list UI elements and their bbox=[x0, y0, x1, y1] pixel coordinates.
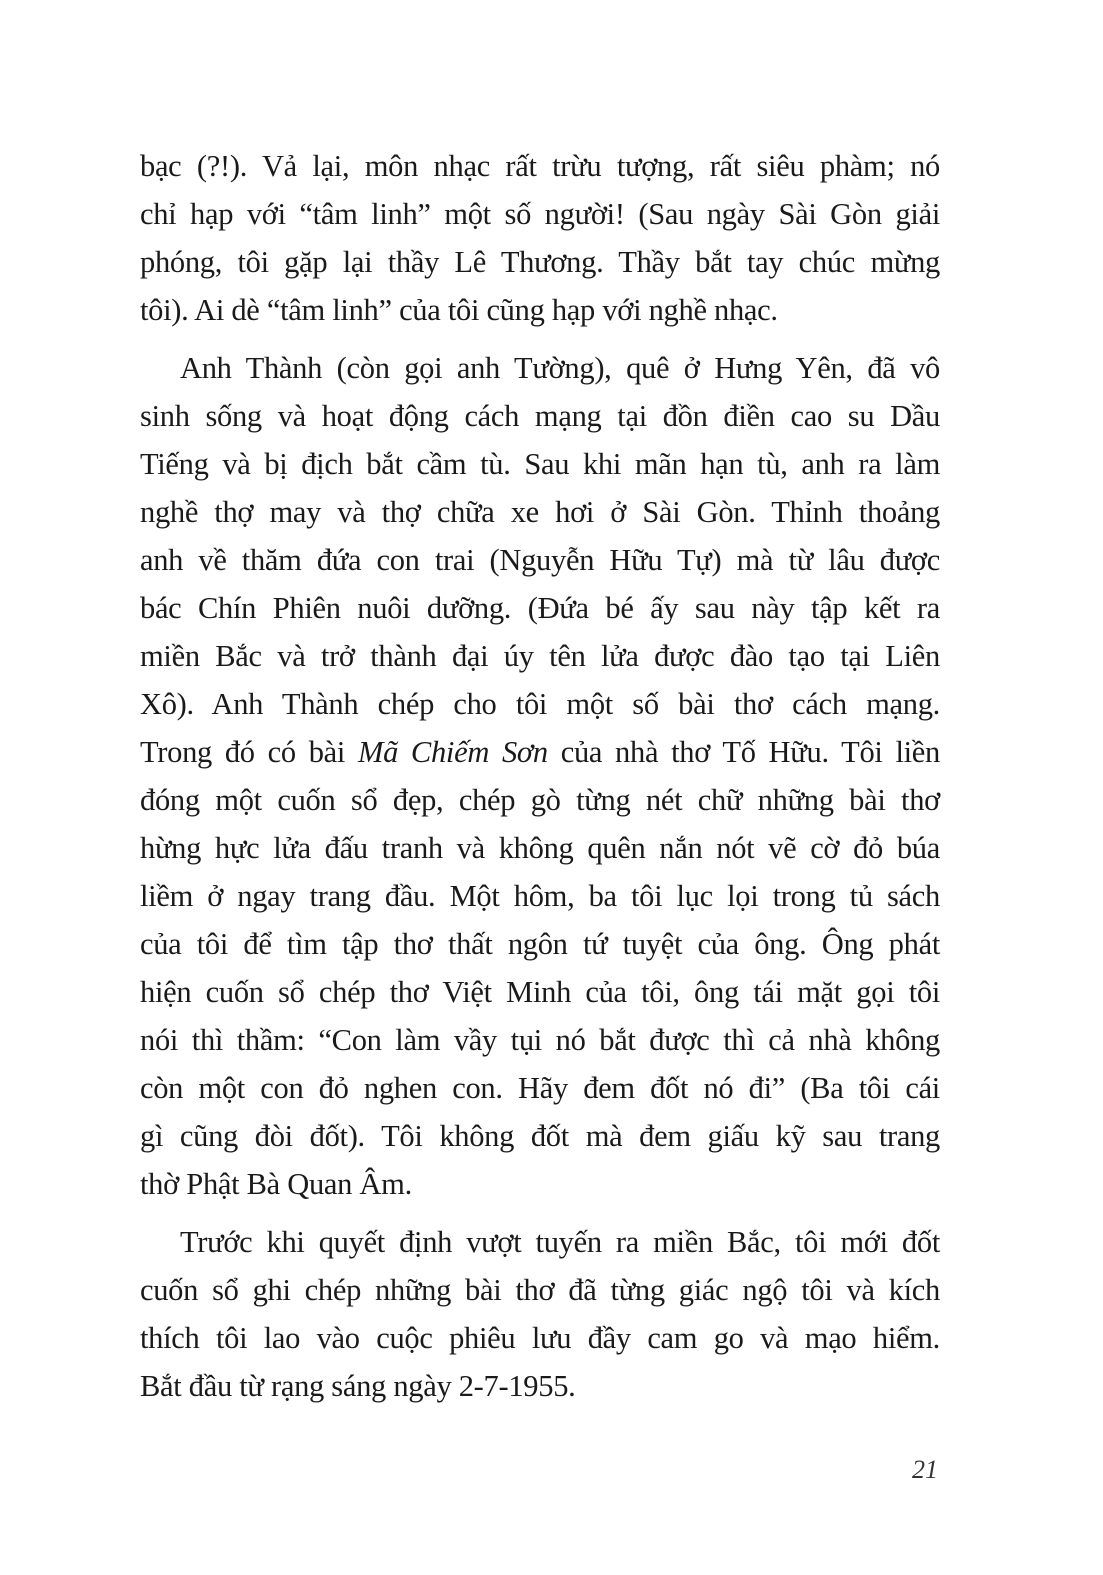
text-line: Bắt đầu từ rạng sáng ngày 2-7-1955. bbox=[140, 1369, 576, 1403]
text-line: hiện cuốn sổ chép thơ Việt Minh của tôi, ông tái mặt gọi tôi bbox=[140, 975, 940, 1009]
text-line: liềm ở ngay trang đầu. Một hôm, ba tôi lục lọi trong tủ sách bbox=[140, 879, 940, 913]
text-line: phóng, tôi gặp lại thầy Lê Thương. Thầy bắt tay chúc mừng bbox=[140, 245, 940, 279]
text-line: gì cũng đòi đốt). Tôi không đốt mà đem giấu kỹ sau trang bbox=[140, 1119, 940, 1153]
text-line: cuốn sổ ghi chép những bài thơ đã từng giác ngộ tôi và kích bbox=[140, 1273, 940, 1307]
poem-title: Mã Chiếm Sơn bbox=[357, 735, 548, 769]
text-line: chỉ hạp với “tâm linh” một số người! (Sau ngày Sài Gòn giải bbox=[140, 197, 940, 231]
text-line: sinh sống và hoạt động cách mạng tại đồn điền cao su Dầu bbox=[140, 399, 940, 433]
text-line: Xô). Anh Thành chép cho tôi một số bài thơ cách mạng. bbox=[140, 687, 940, 721]
text-line: hừng hực lửa đấu tranh và không quên nắn nót vẽ cờ đỏ búa bbox=[140, 831, 940, 865]
text-line: Anh Thành (còn gọi anh Tường), quê ở Hưng Yên, đã vô bbox=[180, 351, 940, 385]
book-page-body bbox=[140, 142, 940, 1420]
text-line: tôi). Ai dè “tâm linh” của tôi cũng hạp với nghề nhạc. bbox=[140, 293, 778, 327]
text-line: bạc (?!). Vả lại, môn nhạc rất trừu tượng, rất siêu phàm; nó bbox=[140, 149, 940, 183]
paragraph-2 bbox=[140, 344, 940, 1208]
text-line: bác Chín Phiên nuôi dưỡng. (Đứa bé ấy sau này tập kết ra bbox=[140, 591, 940, 625]
text-line: thích tôi lao vào cuộc phiêu lưu đầy cam go và mạo hiểm. bbox=[140, 1321, 940, 1355]
text-line: nghề thợ may và thợ chữa xe hơi ở Sài Gòn. Thỉnh thoảng bbox=[140, 495, 940, 529]
text-line: đóng một cuốn sổ đẹp, chép gò từng nét chữ những bài thơ bbox=[140, 783, 940, 817]
text-line: còn một con đỏ nghen con. Hãy đem đốt nó đi” (Ba tôi cái bbox=[140, 1071, 940, 1105]
text-line-with-italic-title bbox=[140, 728, 940, 776]
page-number: 21 bbox=[912, 1455, 938, 1484]
paragraph-3 bbox=[140, 1218, 940, 1410]
text-segment: Trong đó có bài bbox=[140, 735, 358, 769]
text-segment: của nhà thơ Tố Hữu. Tôi liền bbox=[547, 735, 940, 769]
text-line: của tôi để tìm tập thơ thất ngôn tứ tuyệt của ông. Ông phát bbox=[140, 927, 940, 961]
paragraph-1 bbox=[140, 142, 940, 334]
text-line: Trước khi quyết định vượt tuyến ra miền Bắc, tôi mới đốt bbox=[180, 1225, 940, 1259]
text-line: miền Bắc và trở thành đại úy tên lửa được đào tạo tại Liên bbox=[140, 639, 940, 673]
text-line: anh về thăm đứa con trai (Nguyễn Hữu Tự) mà từ lâu được bbox=[140, 543, 940, 577]
text-line: nói thì thầm: “Con làm vầy tụi nó bắt được thì cả nhà không bbox=[140, 1023, 940, 1057]
text-line: Tiếng và bị địch bắt cầm tù. Sau khi mãn hạn tù, anh ra làm bbox=[140, 447, 940, 481]
text-line: thờ Phật Bà Quan Âm. bbox=[140, 1167, 412, 1201]
